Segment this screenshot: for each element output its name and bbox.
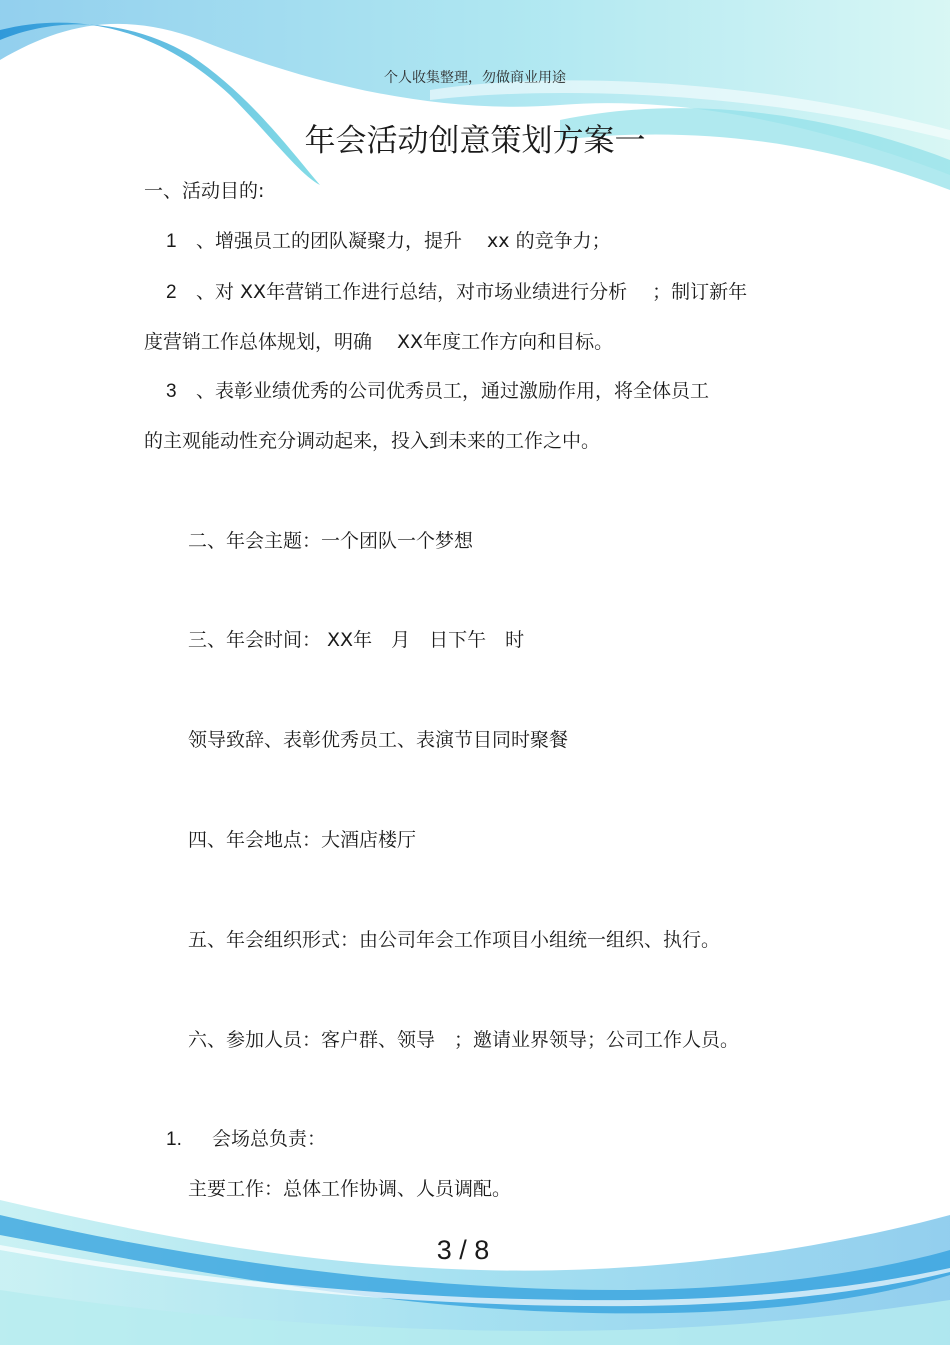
page-title: 年会活动创意策划方案一	[304, 123, 646, 159]
section-organization: 五、年会组织形式：由公司年会工作项目小组统一组织、执行。	[188, 929, 721, 951]
sub-list-item-1: 会场总负责：	[212, 1128, 327, 1150]
header-note: 个人收集整理，勿做商业用途	[384, 70, 566, 86]
list-number-2: 2	[166, 282, 177, 303]
list-item-3-line1: 、表彰业绩优秀的公司优秀员工，通过激励作用，将全体员工	[196, 380, 710, 402]
agenda-text: 领导致辞、表彰优秀员工、表演节目同时聚餐	[188, 729, 569, 751]
sub-list-number-1: 1.	[166, 1129, 182, 1150]
page-number: 3 / 8	[436, 1235, 490, 1265]
section-theme: 二、年会主题：一个团队一个梦想	[188, 530, 474, 552]
section-venue: 四、年会地点：大酒店楼厅	[188, 829, 417, 851]
list-item-3-line2: 的主观能动性充分调动起来，投入到未来的工作之中。	[144, 430, 601, 452]
sub-list-item-1-work: 主要工作：总体工作协调、人员调配。	[188, 1178, 512, 1200]
section-time: 三、年会时间： XX年 月 日下午 时	[188, 629, 525, 651]
list-number-3: 3	[166, 381, 177, 402]
list-number-1: 1	[166, 231, 177, 252]
list-item-1: 、增强员工的团队凝聚力，提升 xx 的竞争力；	[196, 230, 611, 252]
section-heading-1: 一、活动目的:	[144, 180, 265, 202]
list-item-2-line2: 度营销工作总体规划，明确 XX年度工作方向和目标。	[144, 331, 614, 353]
list-item-2-line1: 、对 XX年营销工作进行总结，对市场业绩进行分析 ；制订新年	[196, 281, 748, 303]
section-attendees: 六、参加人员：客户群、领导 ；邀请业界领导；公司工作人员。	[188, 1029, 740, 1051]
